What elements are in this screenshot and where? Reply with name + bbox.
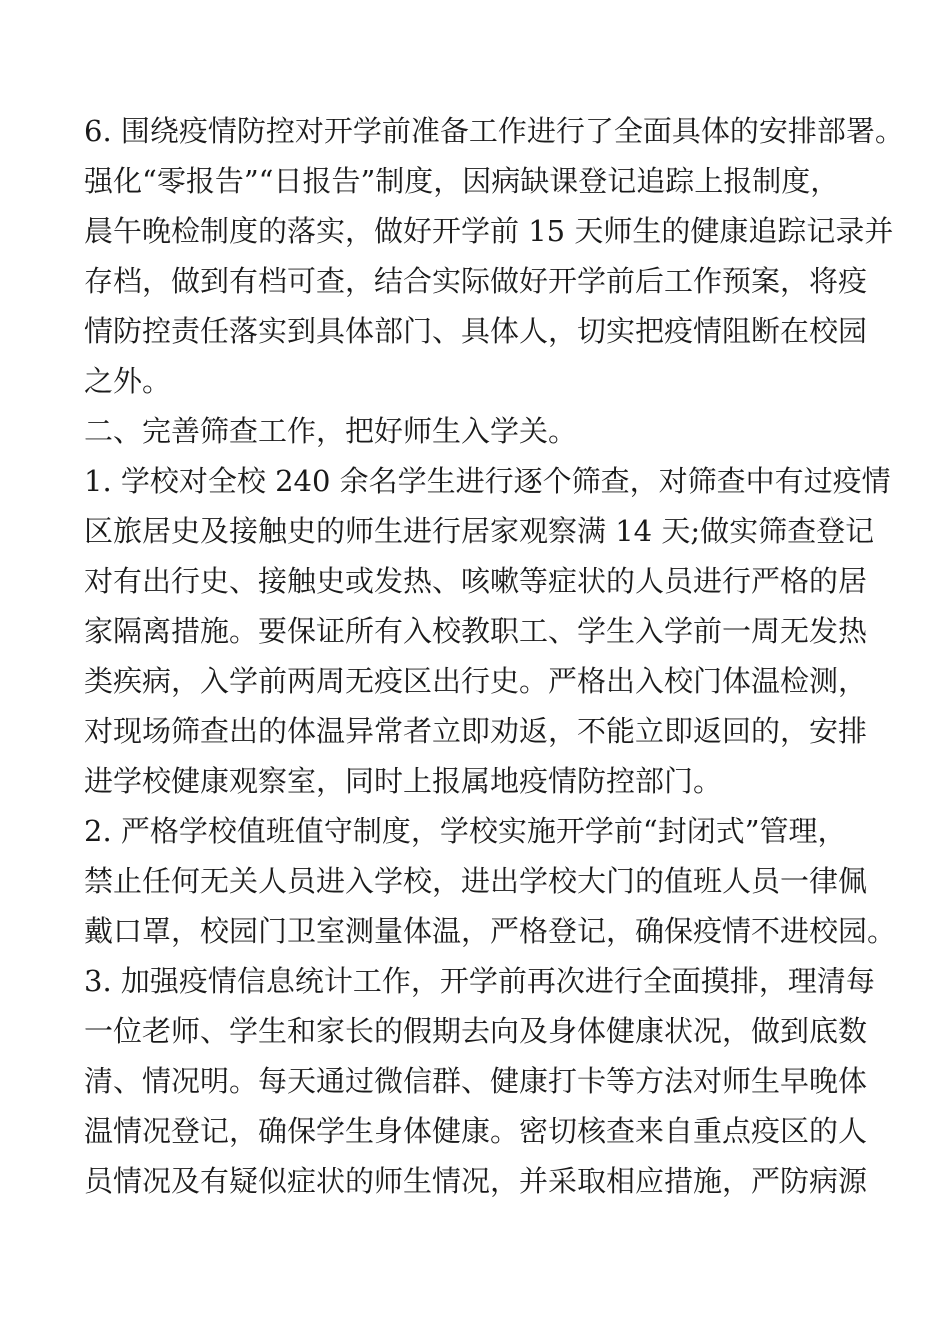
text-line: 清、情况明。每天通过微信群、健康打卡等方法对师生早晚体: [84, 1064, 868, 1098]
text-line: 6. 围绕疫情防控对开学前准备工作进行了全面具体的安排部署。: [84, 114, 904, 148]
text-line: 戴口罩，校园门卫室测量体温，严格登记，确保疫情不进校园。: [84, 914, 897, 948]
text-line: 存档，做到有档可查，结合实际做好开学前后工作预案，将疫: [84, 264, 868, 298]
text-line: 一位老师、学生和家长的假期去向及身体健康状况，做到底数: [84, 1014, 868, 1048]
text-line: 对有出行史、接触史或发热、咳嗽等症状的人员进行严格的居: [84, 564, 868, 598]
text-line: 温情况登记，确保学生身体健康。密切核查来自重点疫区的人: [84, 1114, 868, 1148]
text-line: 3. 加强疫情信息统计工作，开学前再次进行全面摸排，理清每: [84, 964, 875, 998]
text-line: 进学校健康观察室，同时上报属地疫情防控部门。: [84, 764, 723, 798]
section-heading: 二、完善筛查工作，把好师生入学关。: [84, 414, 578, 448]
text-line: 2. 严格学校值班值守制度，学校实施开学前“封闭式”管理，: [84, 814, 847, 848]
text-line: 晨午晚检制度的落实，做好开学前 15 天师生的健康追踪记录并: [84, 214, 894, 248]
text-line: 禁止任何无关人员进入学校，进出学校大门的值班人员一律佩: [84, 864, 868, 898]
text-line: 家隔离措施。要保证所有入校教职工、学生入学前一周无发热: [84, 614, 868, 648]
text-line: 强化“零报告”“日报告”制度，因病缺课登记追踪上报制度，: [84, 164, 840, 198]
text-line: 区旅居史及接触史的师生进行居家观察满 14 天;做实筛查登记: [84, 514, 875, 548]
document-body: [84, 106, 904, 1206]
text-line: 之外。: [84, 364, 172, 398]
text-line: 情防控责任落实到具体部门、具体人，切实把疫情阻断在校园: [84, 314, 868, 348]
text-line: 类疾病，入学前两周无疫区出行史。严格出入校门体温检测，: [84, 664, 868, 698]
text-line: 对现场筛查出的体温异常者立即劝返，不能立即返回的，安排: [84, 714, 868, 748]
text-line: 1. 学校对全校 240 余名学生进行逐个筛查，对筛查中有过疫情: [84, 464, 891, 498]
text-line: 员情况及有疑似症状的师生情况，并采取相应措施，严防病源: [84, 1164, 868, 1198]
